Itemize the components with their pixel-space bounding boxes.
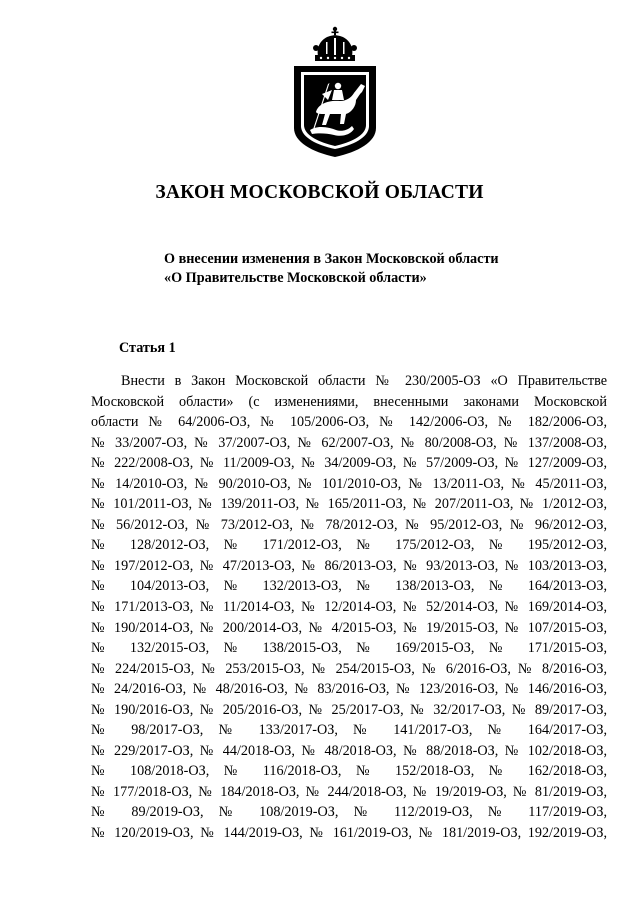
body-line: № 98/2017-ОЗ, № 133/2017-ОЗ, № 141/2017-ОЗ, № 164/2017-ОЗ, xyxy=(91,722,607,739)
body-line: Московской области» (с изменениями, внесенными законами Московской xyxy=(91,393,607,410)
body-line: № 101/2011-ОЗ, № 139/2011-ОЗ, № 165/2011-ОЗ, № 207/2011-ОЗ, № 1/2012-ОЗ, xyxy=(91,496,607,513)
body-line: № 33/2007-ОЗ, № 37/2007-ОЗ, № 62/2007-ОЗ, № 80/2008-ОЗ, № 137/2008-ОЗ, xyxy=(91,434,607,451)
body-line: № 104/2013-ОЗ, № 132/2013-ОЗ, № 138/2013-ОЗ, № 164/2013-ОЗ, xyxy=(91,578,607,595)
article-body xyxy=(91,371,607,844)
document-subtitle xyxy=(164,250,499,288)
body-line: № 197/2012-ОЗ, № 47/2013-ОЗ, № 86/2013-ОЗ, № 93/2013-ОЗ, № 103/2013-ОЗ, xyxy=(91,557,607,574)
moscow-oblast-coat-of-arms-icon xyxy=(288,26,382,159)
body-line: Внести в Закон Московской области № 230/2005-ОЗ «О Правительстве xyxy=(121,373,607,389)
body-line: № 108/2018-ОЗ, № 116/2018-ОЗ, № 152/2018-ОЗ, № 162/2018-ОЗ, xyxy=(91,763,607,780)
subtitle-line: О внесении изменения в Закон Московской области xyxy=(164,251,499,267)
body-line: № 128/2012-ОЗ, № 171/2012-ОЗ, № 175/2012-ОЗ, № 195/2012-ОЗ, xyxy=(91,537,607,554)
body-line: № 171/2013-ОЗ, № 11/2014-ОЗ, № 12/2014-ОЗ, № 52/2014-ОЗ, № 169/2014-ОЗ, xyxy=(91,599,607,616)
document-title: ЗАКОН МОСКОВСКОЙ ОБЛАСТИ xyxy=(155,182,484,203)
body-line: № 56/2012-ОЗ, № 73/2012-ОЗ, № 78/2012-ОЗ, № 95/2012-ОЗ, № 96/2012-ОЗ, xyxy=(91,516,607,533)
body-line: № 229/2017-ОЗ, № 44/2018-ОЗ, № 48/2018-ОЗ, № 88/2018-ОЗ, № 102/2018-ОЗ, xyxy=(91,742,607,759)
body-line: № 224/2015-ОЗ, № 253/2015-ОЗ, № 254/2015-ОЗ, № 6/2016-ОЗ, № 8/2016-ОЗ, xyxy=(91,660,607,677)
body-line: № 14/2010-ОЗ, № 90/2010-ОЗ, № 101/2010-ОЗ, № 13/2011-ОЗ, № 45/2011-ОЗ, xyxy=(91,475,607,492)
body-line: № 222/2008-ОЗ, № 11/2009-ОЗ, № 34/2009-ОЗ, № 57/2009-ОЗ, № 127/2009-ОЗ, xyxy=(91,455,607,472)
body-line: № 190/2014-ОЗ, № 200/2014-ОЗ, № 4/2015-ОЗ, № 19/2015-ОЗ, № 107/2015-ОЗ, xyxy=(91,619,607,636)
body-line: № 120/2019-ОЗ, № 144/2019-ОЗ, № 161/2019-ОЗ, № 181/2019-ОЗ, 192/2019-ОЗ, xyxy=(91,825,607,842)
body-line: области № 64/2006-ОЗ, № 105/2006-ОЗ, № 142/2006-ОЗ, № 182/2006-ОЗ, xyxy=(91,414,607,431)
subtitle-line: «О Правительстве Московской области» xyxy=(164,270,427,286)
body-line: № 89/2019-ОЗ, № 108/2019-ОЗ, № 112/2019-ОЗ, № 117/2019-ОЗ, xyxy=(91,804,607,821)
body-line: № 177/2018-ОЗ, № 184/2018-ОЗ, № 244/2018-ОЗ, № 19/2019-ОЗ, № 81/2019-ОЗ, xyxy=(91,783,607,800)
body-line: № 190/2016-ОЗ, № 205/2016-ОЗ, № 25/2017-ОЗ, № 32/2017-ОЗ, № 89/2017-ОЗ, xyxy=(91,701,607,718)
article-heading: Статья 1 xyxy=(119,340,176,356)
body-line: № 132/2015-ОЗ, № 138/2015-ОЗ, № 169/2015-ОЗ, № 171/2015-ОЗ, xyxy=(91,640,607,657)
body-line: № 24/2016-ОЗ, № 48/2016-ОЗ, № 83/2016-ОЗ, № 123/2016-ОЗ, № 146/2016-ОЗ, xyxy=(91,681,607,698)
